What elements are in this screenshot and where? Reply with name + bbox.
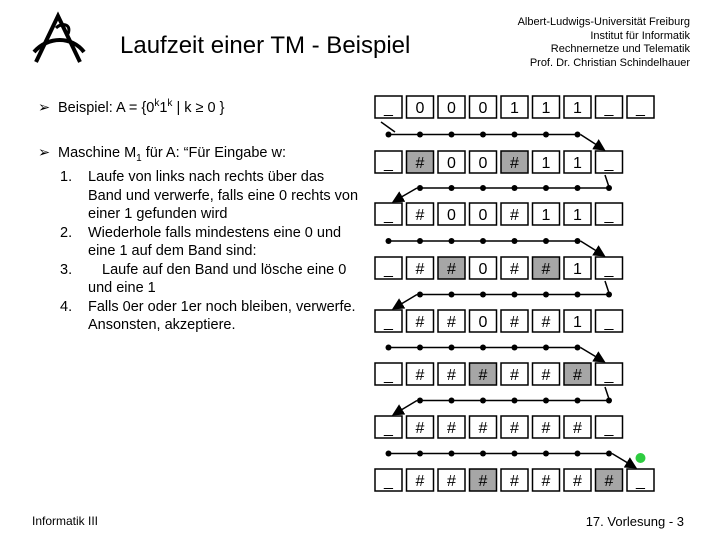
tape-cell-symbol: #: [415, 473, 425, 490]
tape-cell-symbol: 0: [478, 261, 488, 278]
tape-cell-symbol: _: [384, 207, 393, 224]
head-path-dot: [449, 451, 455, 457]
tape-cell-symbol: #: [510, 420, 519, 437]
head-path: [395, 292, 613, 309]
tape-cell-symbol: 1: [573, 207, 582, 224]
head-turn-line: [605, 281, 609, 293]
tape-cell-symbol: #: [510, 155, 519, 172]
tape-cell-symbol: _: [384, 314, 393, 331]
example-bullet: ➢ Beispiel: $A = \{0^k1^k$ | k ≥ 0 }: [38, 98, 225, 116]
tape-cell-symbol: #: [541, 367, 551, 384]
tape-row: [375, 257, 623, 279]
tape-cell-symbol: _: [604, 420, 614, 437]
head-path-dot: [512, 398, 518, 404]
tape-cell-symbol: _: [636, 100, 645, 117]
head-turn-line: [605, 387, 609, 399]
head-path-dot: [417, 345, 423, 351]
head-path-dot: [512, 345, 518, 351]
tape-cell-symbol: _: [384, 473, 393, 490]
tape-cell-symbol: #: [573, 367, 582, 384]
head-path-dot: [417, 451, 423, 457]
tape-cell-symbol: _: [604, 155, 614, 172]
head-path-dot: [543, 398, 549, 404]
tape-cell-symbol: #: [415, 367, 425, 384]
tape-cell-symbol: #: [447, 367, 456, 384]
tape-cell-symbol: #: [447, 314, 456, 331]
head-path-dot: [543, 132, 549, 138]
tape-cell-symbol: #: [447, 261, 456, 278]
head-path-dot: [575, 398, 581, 404]
tape-cell-symbol: 0: [447, 155, 456, 172]
tape-cell-symbol: 1: [573, 314, 582, 331]
tape-cell-symbol: _: [604, 261, 614, 278]
head-path-arrow: [581, 348, 604, 362]
head-path-dot: [417, 238, 423, 244]
tape-cell-symbol: _: [604, 314, 614, 331]
tape-cell-symbol: _: [636, 473, 645, 490]
head-path-dot: [512, 185, 518, 191]
head-path-dot: [575, 345, 581, 351]
tape-cell-symbol: #: [415, 314, 425, 331]
tape-cell-symbol: _: [384, 367, 393, 384]
tape-cell-symbol: 1: [541, 100, 551, 117]
head-path-dot: [480, 292, 486, 298]
bullet-arrow-icon: ➢: [38, 145, 51, 161]
tape-cell-symbol: #: [604, 473, 614, 490]
head-path-dot: [543, 292, 549, 298]
list-item: 2. Wiederhole falls mindestens eine 0 und eine 1 auf dem Band sind:: [60, 224, 342, 259]
tape-row: [375, 203, 623, 225]
institution-line: Rechnernetze und Telematik: [550, 43, 690, 55]
head-path-dot: [417, 292, 423, 298]
head-path-arrow: [395, 295, 418, 309]
tape-row: [375, 310, 623, 332]
tape-cell-symbol: #: [510, 473, 519, 490]
accept-state-icon: [636, 453, 646, 463]
tape-cell-symbol: #: [541, 261, 551, 278]
head-path-dot: [480, 345, 486, 351]
institution-line: Albert-Ludwigs-Universität Freiburg: [517, 16, 690, 28]
tape-cell-symbol: #: [510, 261, 519, 278]
institution-line: Prof. Dr. Christian Schindelhauer: [529, 56, 690, 69]
tape-cell-symbol: _: [384, 100, 393, 117]
tape-cell-symbol: 0: [478, 155, 488, 172]
tape-cell-symbol: #: [447, 420, 456, 437]
head-path-dot: [512, 238, 518, 244]
head-path-arrow: [581, 135, 604, 150]
tape-cell-symbol: #: [478, 367, 488, 384]
course-name: Informatik III: [32, 514, 99, 528]
head-path-dot: [512, 132, 518, 138]
tape-cell-symbol: #: [510, 314, 519, 331]
tape-cell-symbol: 0: [447, 207, 456, 224]
tape-cell-symbol: 1: [541, 155, 551, 172]
head-path-dot: [575, 451, 581, 457]
head-arrow: [381, 122, 395, 132]
head-path-dot: [449, 345, 455, 351]
head-path-arrow: [581, 241, 604, 255]
head-path-dot: [386, 132, 392, 138]
head-path-dot: [543, 185, 549, 191]
head-path: [386, 451, 635, 468]
head-path-dot: [449, 238, 455, 244]
tape-cell-symbol: 0: [478, 100, 488, 117]
head-path-dot: [480, 238, 486, 244]
head-path-dot: [575, 132, 581, 138]
head-path: [386, 132, 604, 150]
tape-row: [375, 416, 623, 438]
list-item: 1. Laufe von links nach rechts über das Band und verwerfe, falls eine 0 rechts von einer 1 gefunden wird: [60, 169, 359, 222]
head-path-arrow: [395, 401, 418, 415]
tape-row: [375, 151, 623, 173]
tape-cell-symbol: _: [604, 367, 614, 384]
institution-line: Institut für Informatik: [590, 29, 690, 42]
tape-cell-symbol: _: [604, 100, 614, 117]
tape-cell-symbol: #: [541, 420, 551, 437]
tape-row: [375, 469, 654, 491]
tape-cell-symbol: 0: [478, 207, 488, 224]
head-path-dot: [417, 185, 423, 191]
bullet-arrow-icon: ➢: [38, 99, 51, 116]
head-path: [386, 345, 604, 362]
head-path-dot: [512, 451, 518, 457]
lecture-number: 17. Vorlesung - 3: [585, 514, 684, 529]
tape-cell-symbol: 0: [447, 100, 456, 117]
tape-cell-symbol: 0: [478, 314, 488, 331]
tape-row: [375, 363, 623, 385]
head-path-dot: [575, 185, 581, 191]
tape-cell-symbol: _: [384, 155, 393, 172]
head-path-dot: [480, 398, 486, 404]
tape-cell-symbol: #: [573, 420, 582, 437]
head-path-dot: [480, 185, 486, 191]
tape-cell-symbol: 1: [573, 261, 582, 278]
head-path: [395, 398, 613, 415]
head-path-dot: [543, 345, 549, 351]
tape-cell-symbol: #: [541, 473, 551, 490]
head-path-arrow: [395, 188, 418, 201]
tape-cell-symbol: #: [478, 473, 488, 490]
head-path-dot: [480, 451, 486, 457]
list-item: 3. Laufe auf den Band und lösche eine 0 und eine 1: [60, 261, 347, 296]
tape-cell-symbol: #: [541, 314, 551, 331]
tape-cell-symbol: #: [415, 261, 425, 278]
head-path-dot: [543, 451, 549, 457]
tape-cell-symbol: #: [478, 420, 488, 437]
head-turn-line: [605, 175, 609, 187]
tape-cell-symbol: #: [447, 473, 456, 490]
tape-row: [375, 96, 654, 118]
head-path-dot: [417, 132, 423, 138]
head-path-dot: [449, 185, 455, 191]
head-path-dot: [386, 451, 392, 457]
tape-cell-symbol: _: [384, 420, 393, 437]
head-path: [386, 238, 604, 255]
tape-cell-symbol: #: [415, 207, 425, 224]
tape-cell-symbol: 0: [415, 100, 425, 117]
head-path-dot: [449, 292, 455, 298]
head-path-dot: [449, 132, 455, 138]
tape-cell-symbol: 1: [510, 100, 519, 117]
tape-cell-symbol: 1: [541, 207, 551, 224]
tape-cell-symbol: #: [573, 473, 582, 490]
tape-cell-symbol: #: [510, 207, 519, 224]
tape-cell-symbol: #: [510, 367, 519, 384]
tape-cell-symbol: _: [604, 207, 614, 224]
tape-cell-symbol: #: [415, 155, 425, 172]
head-path-dot: [575, 292, 581, 298]
head-path-dot: [386, 238, 392, 244]
head-path-dot: [575, 238, 581, 244]
machine-bullet: ➢ Maschine $M_1$ für A: “Für Eingabe w:: [38, 145, 286, 164]
page-title: Laufzeit einer TM - Beispiel: [120, 32, 411, 59]
head-path-dot: [480, 132, 486, 138]
tape-cell-symbol: #: [415, 420, 425, 437]
head-path-dot: [512, 292, 518, 298]
tape-cell-symbol: 1: [573, 155, 582, 172]
head-path-dot: [417, 398, 423, 404]
head-path-dot: [386, 345, 392, 351]
head-path: [395, 185, 613, 201]
tape-cell-symbol: _: [384, 261, 393, 278]
head-path-dot: [449, 398, 455, 404]
head-path-dot: [543, 238, 549, 244]
list-item: 4. Falls 0er oder 1er noch bleiben, verwerfe. Ansonsten, akzeptiere.: [60, 298, 356, 333]
tape-cell-symbol: 1: [573, 100, 582, 117]
head-path-dot: [606, 451, 612, 457]
head-path-arrow: [612, 454, 635, 468]
